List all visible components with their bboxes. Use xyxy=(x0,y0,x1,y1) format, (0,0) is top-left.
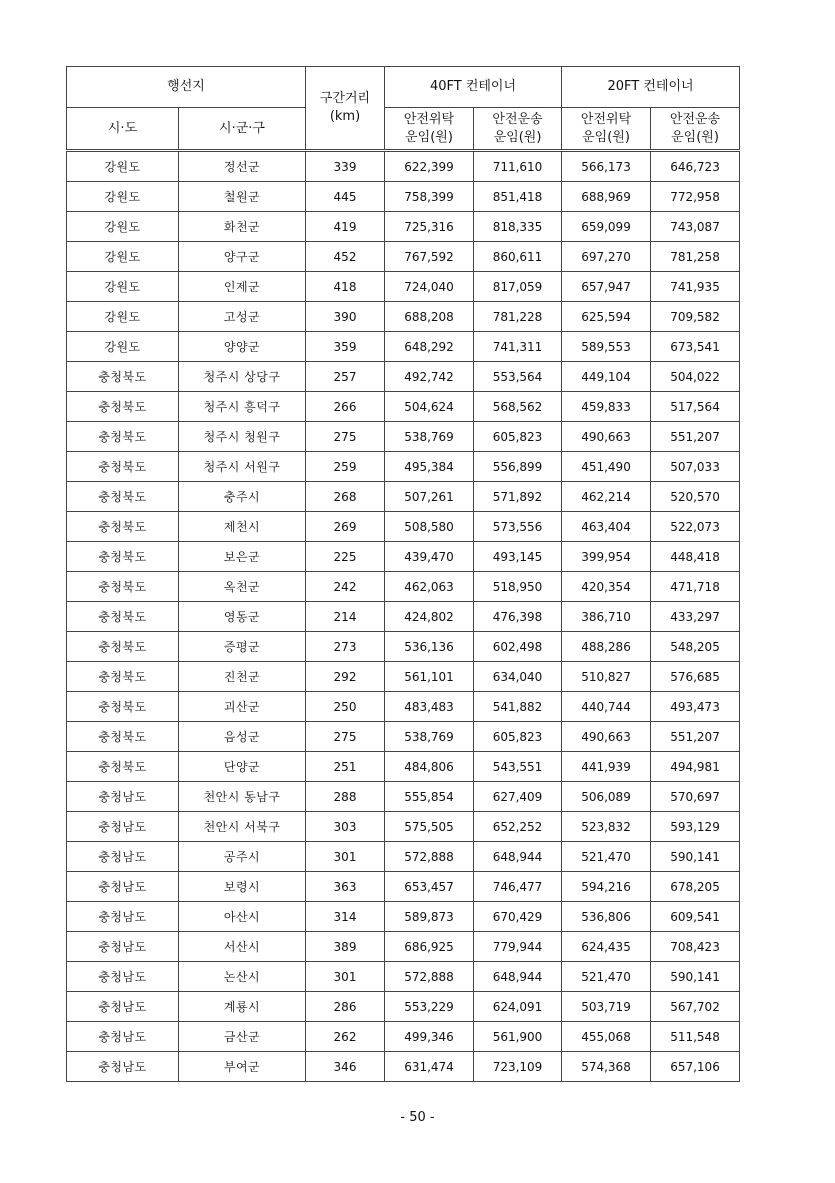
cell-40ft-transport: 723,109 xyxy=(474,1052,562,1082)
table-row xyxy=(67,151,740,182)
header-city: 시·군·구 xyxy=(179,108,306,151)
cell-40ft-consignment: 553,229 xyxy=(385,992,474,1022)
cell-city: 계룡시 xyxy=(179,992,306,1022)
cell-20ft-consignment: 440,744 xyxy=(562,692,651,722)
cell-40ft-consignment: 653,457 xyxy=(385,872,474,902)
cell-20ft-transport: 576,685 xyxy=(651,662,740,692)
cell-distance: 268 xyxy=(306,482,385,512)
cell-city: 옥천군 xyxy=(179,572,306,602)
cell-40ft-consignment: 483,483 xyxy=(385,692,474,722)
table-row xyxy=(67,872,740,902)
cell-40ft-transport: 648,944 xyxy=(474,962,562,992)
cell-20ft-consignment: 463,404 xyxy=(562,512,651,542)
cell-province: 강원도 xyxy=(67,272,179,302)
cell-city: 보은군 xyxy=(179,542,306,572)
cell-20ft-transport: 511,548 xyxy=(651,1022,740,1052)
cell-distance: 339 xyxy=(306,151,385,182)
page-number: - 50 - xyxy=(400,1110,435,1125)
cell-20ft-transport: 433,297 xyxy=(651,602,740,632)
cell-40ft-transport: 851,418 xyxy=(474,182,562,212)
cell-20ft-transport: 448,418 xyxy=(651,542,740,572)
cell-40ft-transport: 573,556 xyxy=(474,512,562,542)
cell-province: 강원도 xyxy=(67,332,179,362)
cell-distance: 262 xyxy=(306,1022,385,1052)
table-row xyxy=(67,602,740,632)
cell-city: 고성군 xyxy=(179,302,306,332)
cell-40ft-transport: 781,228 xyxy=(474,302,562,332)
cell-20ft-consignment: 523,832 xyxy=(562,812,651,842)
cell-city: 청주시 흥덕구 xyxy=(179,392,306,422)
cell-distance: 301 xyxy=(306,962,385,992)
cell-province: 충청남도 xyxy=(67,872,179,902)
cell-distance: 242 xyxy=(306,572,385,602)
table-row xyxy=(67,752,740,782)
cell-province: 강원도 xyxy=(67,302,179,332)
cell-distance: 390 xyxy=(306,302,385,332)
cell-province: 충청남도 xyxy=(67,1022,179,1052)
cell-40ft-consignment: 507,261 xyxy=(385,482,474,512)
cell-20ft-consignment: 503,719 xyxy=(562,992,651,1022)
cell-20ft-consignment: 625,594 xyxy=(562,302,651,332)
cell-20ft-consignment: 399,954 xyxy=(562,542,651,572)
cell-distance: 275 xyxy=(306,422,385,452)
cell-40ft-transport: 605,823 xyxy=(474,422,562,452)
cell-20ft-transport: 551,207 xyxy=(651,422,740,452)
cell-city: 증평군 xyxy=(179,632,306,662)
cell-city: 청주시 청원구 xyxy=(179,422,306,452)
cell-distance: 363 xyxy=(306,872,385,902)
cell-city: 단양군 xyxy=(179,752,306,782)
cell-40ft-transport: 543,551 xyxy=(474,752,562,782)
cell-20ft-transport: 507,033 xyxy=(651,452,740,482)
table-row xyxy=(67,722,740,752)
cell-distance: 251 xyxy=(306,752,385,782)
cell-20ft-consignment: 451,490 xyxy=(562,452,651,482)
cell-40ft-consignment: 561,101 xyxy=(385,662,474,692)
cell-40ft-transport: 634,040 xyxy=(474,662,562,692)
cell-20ft-transport: 708,423 xyxy=(651,932,740,962)
cell-20ft-consignment: 688,969 xyxy=(562,182,651,212)
cell-40ft-consignment: 572,888 xyxy=(385,962,474,992)
cell-city: 천안시 동남구 xyxy=(179,782,306,812)
cell-city: 양양군 xyxy=(179,332,306,362)
cell-20ft-consignment: 462,214 xyxy=(562,482,651,512)
cell-province: 충청북도 xyxy=(67,392,179,422)
cell-40ft-transport: 741,311 xyxy=(474,332,562,362)
table-row xyxy=(67,482,740,512)
table-row xyxy=(67,392,740,422)
cell-20ft-transport: 520,570 xyxy=(651,482,740,512)
cell-20ft-transport: 517,564 xyxy=(651,392,740,422)
cell-distance: 419 xyxy=(306,212,385,242)
table-row xyxy=(67,542,740,572)
cell-40ft-transport: 624,091 xyxy=(474,992,562,1022)
cell-distance: 292 xyxy=(306,662,385,692)
cell-city: 괴산군 xyxy=(179,692,306,722)
cell-distance: 389 xyxy=(306,932,385,962)
cell-20ft-transport: 678,205 xyxy=(651,872,740,902)
cell-city: 인제군 xyxy=(179,272,306,302)
cell-20ft-consignment: 490,663 xyxy=(562,422,651,452)
table-row xyxy=(67,962,740,992)
cell-city: 진천군 xyxy=(179,662,306,692)
cell-40ft-consignment: 439,470 xyxy=(385,542,474,572)
cell-20ft-transport: 471,718 xyxy=(651,572,740,602)
cell-40ft-consignment: 631,474 xyxy=(385,1052,474,1082)
table-body xyxy=(67,151,740,1082)
cell-20ft-transport: 709,582 xyxy=(651,302,740,332)
cell-40ft-transport: 518,950 xyxy=(474,572,562,602)
cell-distance: 259 xyxy=(306,452,385,482)
cell-40ft-transport: 652,252 xyxy=(474,812,562,842)
cell-city: 정선군 xyxy=(179,151,306,182)
table-row xyxy=(67,1052,740,1082)
cell-40ft-consignment: 424,802 xyxy=(385,602,474,632)
cell-40ft-consignment: 724,040 xyxy=(385,272,474,302)
cell-40ft-transport: 817,059 xyxy=(474,272,562,302)
cell-40ft-transport: 648,944 xyxy=(474,842,562,872)
cell-40ft-transport: 746,477 xyxy=(474,872,562,902)
cell-20ft-consignment: 490,663 xyxy=(562,722,651,752)
cell-40ft-transport: 571,892 xyxy=(474,482,562,512)
header-20ft-container: 20FT 컨테이너 xyxy=(562,67,740,108)
cell-city: 보령시 xyxy=(179,872,306,902)
cell-20ft-consignment: 594,216 xyxy=(562,872,651,902)
table-row xyxy=(67,632,740,662)
cell-20ft-consignment: 589,553 xyxy=(562,332,651,362)
table-row xyxy=(67,332,740,362)
table-row xyxy=(67,1022,740,1052)
cell-40ft-consignment: 767,592 xyxy=(385,242,474,272)
header-20ft-consignment-rate: 안전위탁 운임(원) xyxy=(562,108,651,151)
cell-distance: 346 xyxy=(306,1052,385,1082)
cell-city: 제천시 xyxy=(179,512,306,542)
cell-province: 충청북도 xyxy=(67,632,179,662)
cell-province: 충청북도 xyxy=(67,572,179,602)
table-row xyxy=(67,992,740,1022)
cell-20ft-transport: 504,022 xyxy=(651,362,740,392)
cell-distance: 257 xyxy=(306,362,385,392)
cell-40ft-transport: 605,823 xyxy=(474,722,562,752)
cell-city: 철원군 xyxy=(179,182,306,212)
cell-province: 충청남도 xyxy=(67,992,179,1022)
cell-distance: 452 xyxy=(306,242,385,272)
cell-distance: 275 xyxy=(306,722,385,752)
header-40ft-container: 40FT 컨테이너 xyxy=(385,67,562,108)
cell-distance: 266 xyxy=(306,392,385,422)
cell-40ft-transport: 860,611 xyxy=(474,242,562,272)
cell-40ft-transport: 818,335 xyxy=(474,212,562,242)
table-row xyxy=(67,242,740,272)
cell-40ft-consignment: 555,854 xyxy=(385,782,474,812)
cell-city: 아산시 xyxy=(179,902,306,932)
cell-distance: 288 xyxy=(306,782,385,812)
cell-20ft-transport: 570,697 xyxy=(651,782,740,812)
cell-province: 충청남도 xyxy=(67,842,179,872)
cell-province: 강원도 xyxy=(67,151,179,182)
cell-province: 충청남도 xyxy=(67,812,179,842)
cell-distance: 359 xyxy=(306,332,385,362)
table-row xyxy=(67,692,740,722)
table-row xyxy=(67,812,740,842)
cell-40ft-consignment: 589,873 xyxy=(385,902,474,932)
cell-province: 충청북도 xyxy=(67,452,179,482)
cell-province: 충청북도 xyxy=(67,752,179,782)
cell-40ft-transport: 541,882 xyxy=(474,692,562,722)
cell-distance: 214 xyxy=(306,602,385,632)
cell-40ft-transport: 561,900 xyxy=(474,1022,562,1052)
header-destination: 행선지 xyxy=(67,67,306,108)
cell-distance: 314 xyxy=(306,902,385,932)
cell-20ft-transport: 772,958 xyxy=(651,182,740,212)
cell-province: 충청남도 xyxy=(67,962,179,992)
cell-20ft-consignment: 441,939 xyxy=(562,752,651,782)
cell-city: 화천군 xyxy=(179,212,306,242)
cell-province: 충청북도 xyxy=(67,662,179,692)
cell-city: 금산군 xyxy=(179,1022,306,1052)
cell-40ft-consignment: 572,888 xyxy=(385,842,474,872)
cell-40ft-consignment: 622,399 xyxy=(385,151,474,182)
cell-city: 양구군 xyxy=(179,242,306,272)
cell-40ft-transport: 627,409 xyxy=(474,782,562,812)
cell-20ft-transport: 494,981 xyxy=(651,752,740,782)
cell-province: 충청북도 xyxy=(67,362,179,392)
cell-40ft-consignment: 648,292 xyxy=(385,332,474,362)
cell-40ft-consignment: 686,925 xyxy=(385,932,474,962)
cell-40ft-consignment: 688,208 xyxy=(385,302,474,332)
cell-20ft-transport: 657,106 xyxy=(651,1052,740,1082)
header-40ft-consignment-rate: 안전위탁 운임(원) xyxy=(385,108,474,151)
cell-city: 충주시 xyxy=(179,482,306,512)
cell-distance: 225 xyxy=(306,542,385,572)
cell-province: 충청북도 xyxy=(67,542,179,572)
cell-20ft-transport: 646,723 xyxy=(651,151,740,182)
header-province: 시·도 xyxy=(67,108,179,151)
table-row xyxy=(67,452,740,482)
cell-20ft-transport: 493,473 xyxy=(651,692,740,722)
freight-rate-table xyxy=(66,66,740,1082)
cell-20ft-consignment: 624,435 xyxy=(562,932,651,962)
cell-province: 충청북도 xyxy=(67,602,179,632)
cell-40ft-transport: 556,899 xyxy=(474,452,562,482)
cell-40ft-transport: 476,398 xyxy=(474,602,562,632)
cell-province: 충청북도 xyxy=(67,512,179,542)
cell-distance: 303 xyxy=(306,812,385,842)
table-row xyxy=(67,902,740,932)
cell-city: 천안시 서북구 xyxy=(179,812,306,842)
table-row xyxy=(67,842,740,872)
cell-20ft-consignment: 506,089 xyxy=(562,782,651,812)
cell-20ft-transport: 590,141 xyxy=(651,962,740,992)
cell-20ft-transport: 551,207 xyxy=(651,722,740,752)
cell-40ft-consignment: 538,769 xyxy=(385,422,474,452)
cell-40ft-consignment: 508,580 xyxy=(385,512,474,542)
cell-40ft-consignment: 499,346 xyxy=(385,1022,474,1052)
cell-20ft-transport: 590,141 xyxy=(651,842,740,872)
cell-40ft-transport: 779,944 xyxy=(474,932,562,962)
cell-40ft-transport: 711,610 xyxy=(474,151,562,182)
cell-city: 논산시 xyxy=(179,962,306,992)
cell-20ft-consignment: 386,710 xyxy=(562,602,651,632)
cell-20ft-consignment: 420,354 xyxy=(562,572,651,602)
cell-40ft-consignment: 538,769 xyxy=(385,722,474,752)
cell-20ft-consignment: 697,270 xyxy=(562,242,651,272)
cell-40ft-consignment: 495,384 xyxy=(385,452,474,482)
cell-20ft-transport: 567,702 xyxy=(651,992,740,1022)
cell-20ft-consignment: 521,470 xyxy=(562,842,651,872)
cell-province: 강원도 xyxy=(67,182,179,212)
cell-distance: 301 xyxy=(306,842,385,872)
cell-city: 서산시 xyxy=(179,932,306,962)
cell-40ft-transport: 670,429 xyxy=(474,902,562,932)
cell-province: 충청남도 xyxy=(67,932,179,962)
cell-province: 충청남도 xyxy=(67,902,179,932)
table-row xyxy=(67,272,740,302)
cell-20ft-consignment: 510,827 xyxy=(562,662,651,692)
table-row xyxy=(67,932,740,962)
header-20ft-transport-rate: 안전운송 운임(원) xyxy=(651,108,740,151)
cell-40ft-transport: 553,564 xyxy=(474,362,562,392)
cell-20ft-consignment: 574,368 xyxy=(562,1052,651,1082)
cell-20ft-transport: 593,129 xyxy=(651,812,740,842)
cell-20ft-transport: 743,087 xyxy=(651,212,740,242)
table-row xyxy=(67,422,740,452)
cell-distance: 273 xyxy=(306,632,385,662)
cell-city: 공주시 xyxy=(179,842,306,872)
cell-20ft-transport: 673,541 xyxy=(651,332,740,362)
cell-province: 강원도 xyxy=(67,242,179,272)
cell-20ft-transport: 609,541 xyxy=(651,902,740,932)
cell-province: 강원도 xyxy=(67,212,179,242)
cell-province: 충청남도 xyxy=(67,1052,179,1082)
cell-20ft-transport: 741,935 xyxy=(651,272,740,302)
cell-40ft-consignment: 462,063 xyxy=(385,572,474,602)
cell-city: 음성군 xyxy=(179,722,306,752)
cell-40ft-consignment: 758,399 xyxy=(385,182,474,212)
cell-40ft-transport: 568,562 xyxy=(474,392,562,422)
cell-40ft-consignment: 536,136 xyxy=(385,632,474,662)
cell-city: 부여군 xyxy=(179,1052,306,1082)
cell-20ft-consignment: 459,833 xyxy=(562,392,651,422)
cell-20ft-consignment: 488,286 xyxy=(562,632,651,662)
cell-distance: 418 xyxy=(306,272,385,302)
cell-city: 영동군 xyxy=(179,602,306,632)
cell-20ft-consignment: 455,068 xyxy=(562,1022,651,1052)
cell-20ft-consignment: 657,947 xyxy=(562,272,651,302)
cell-distance: 269 xyxy=(306,512,385,542)
cell-20ft-consignment: 566,173 xyxy=(562,151,651,182)
table-row xyxy=(67,182,740,212)
cell-province: 충청북도 xyxy=(67,722,179,752)
table-row xyxy=(67,572,740,602)
table-row xyxy=(67,212,740,242)
cell-province: 충청남도 xyxy=(67,782,179,812)
cell-40ft-consignment: 504,624 xyxy=(385,392,474,422)
cell-20ft-transport: 522,073 xyxy=(651,512,740,542)
cell-province: 충청북도 xyxy=(67,482,179,512)
cell-40ft-transport: 602,498 xyxy=(474,632,562,662)
cell-city: 청주시 상당구 xyxy=(179,362,306,392)
cell-40ft-transport: 493,145 xyxy=(474,542,562,572)
cell-province: 충청북도 xyxy=(67,422,179,452)
cell-city: 청주시 서원구 xyxy=(179,452,306,482)
cell-province: 충청북도 xyxy=(67,692,179,722)
table-row xyxy=(67,362,740,392)
cell-20ft-consignment: 449,104 xyxy=(562,362,651,392)
header-distance: 구간거리 (km) xyxy=(306,67,385,151)
header-40ft-transport-rate: 안전운송 운임(원) xyxy=(474,108,562,151)
cell-40ft-consignment: 725,316 xyxy=(385,212,474,242)
table-row xyxy=(67,662,740,692)
cell-40ft-consignment: 492,742 xyxy=(385,362,474,392)
cell-20ft-consignment: 659,099 xyxy=(562,212,651,242)
table-row xyxy=(67,302,740,332)
cell-distance: 286 xyxy=(306,992,385,1022)
table-row xyxy=(67,782,740,812)
cell-40ft-consignment: 575,505 xyxy=(385,812,474,842)
cell-distance: 250 xyxy=(306,692,385,722)
cell-distance: 445 xyxy=(306,182,385,212)
cell-20ft-transport: 781,258 xyxy=(651,242,740,272)
cell-40ft-consignment: 484,806 xyxy=(385,752,474,782)
cell-20ft-transport: 548,205 xyxy=(651,632,740,662)
cell-20ft-consignment: 521,470 xyxy=(562,962,651,992)
cell-20ft-consignment: 536,806 xyxy=(562,902,651,932)
table-row xyxy=(67,512,740,542)
